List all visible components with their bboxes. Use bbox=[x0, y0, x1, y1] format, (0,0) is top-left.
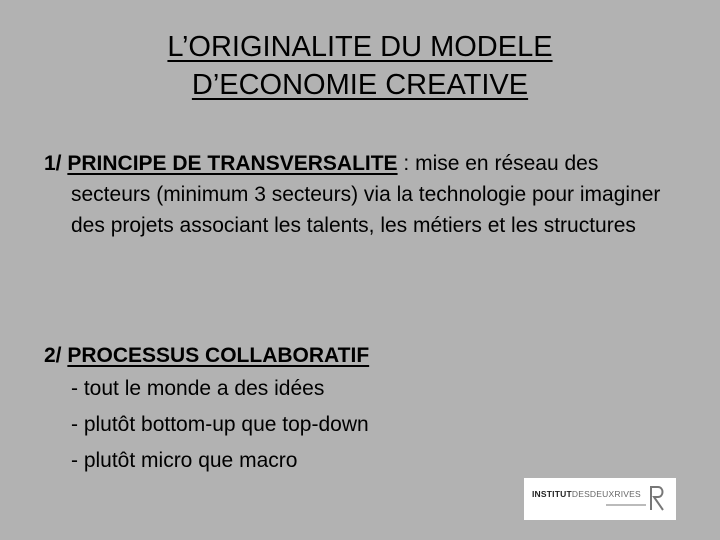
section-collaboratif bbox=[44, 340, 644, 479]
institut-logo bbox=[524, 478, 676, 520]
logo-wordmark: INSTITUTDESDEUXRIVES bbox=[532, 489, 641, 499]
section-number: 2/ bbox=[44, 344, 62, 367]
section-text-first: : mise en réseau des bbox=[397, 152, 599, 175]
logo-tagline-line bbox=[606, 504, 646, 506]
title-line-1: L’ORIGINALITE DU MODELE bbox=[167, 31, 553, 63]
bullet-item: - plutôt micro que macro bbox=[71, 449, 298, 472]
slide-title bbox=[0, 28, 720, 104]
section-text-rest: secteurs (minimum 3 secteurs) via la technologie pour imaginer des projets associant les talents, les métiers et les structures bbox=[71, 183, 661, 237]
logo-r-icon bbox=[648, 484, 668, 512]
section-heading: PRINCIPE DE TRANSVERSALITE bbox=[67, 152, 398, 175]
section-heading: PROCESSUS COLLABORATIF bbox=[67, 344, 370, 367]
bullet-item: - tout le monde a des idées bbox=[71, 377, 325, 400]
section-number: 1/ bbox=[44, 152, 62, 175]
bullet-list bbox=[44, 371, 644, 479]
section-transversalite bbox=[44, 148, 684, 241]
bullet-item: - plutôt bottom-up que top-down bbox=[71, 413, 369, 436]
title-line-2: D’ECONOMIE CREATIVE bbox=[191, 69, 529, 101]
